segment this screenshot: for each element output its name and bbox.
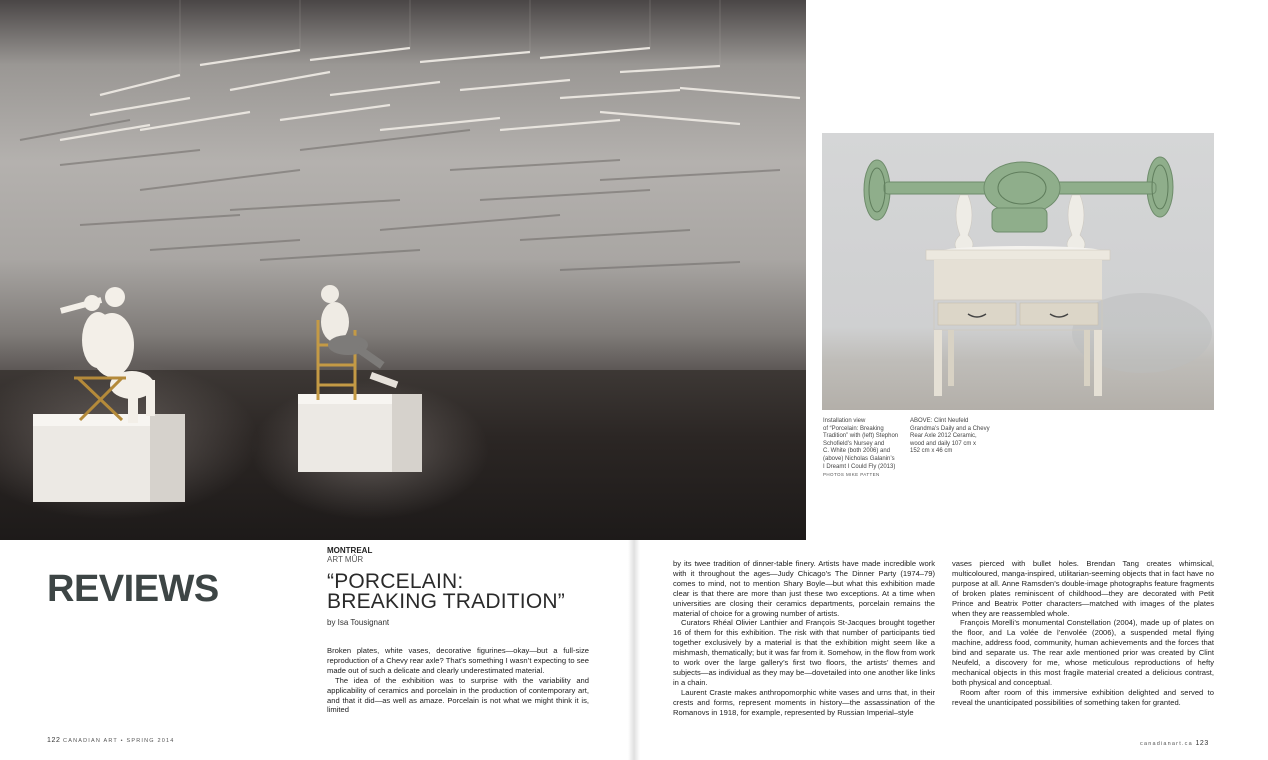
caption-line: Installation view — [823, 418, 866, 424]
caption-line: 152 cm x 46 cm — [910, 448, 953, 455]
photo-caption-right — [910, 418, 992, 456]
caption-line: (above) Nicholas Galanin’s — [823, 455, 895, 462]
body-column-1 — [327, 646, 589, 715]
caption-line: Rear Axle 2012 Ceramic, — [910, 433, 977, 440]
axle-sculpture-art — [822, 133, 1214, 410]
publication-url: canadianart.ca — [1140, 741, 1193, 747]
caption-line: Schofield’s Nursey and — [823, 440, 885, 447]
section-heading: REVIEWS — [47, 568, 219, 610]
caption-line: ABOVE: Clint Neufeld — [910, 418, 969, 424]
installation-photo — [0, 0, 806, 540]
caption-line: I Dreamt I Could Fly (2013) — [823, 463, 896, 470]
caption-line: Tradition” with (left) Stephon — [823, 433, 899, 440]
installation-art — [0, 0, 806, 540]
paragraph: Broken plates, white vases, decorative figurines—okay—but a full-size reproduction of a Chevy rear axle? That’s something I wasn’t expecting to see made out of such a delicate and clearly underestimated material. — [327, 646, 589, 675]
caption-line: C. White (both 2006) and — [823, 448, 891, 455]
page-number: 122 — [47, 737, 61, 744]
photo-caption-left — [823, 418, 911, 479]
review-title — [327, 572, 587, 612]
review-venue: ART MÛR — [327, 555, 364, 564]
folio-right — [1140, 740, 1209, 747]
title-line: BREAKING TRADITION” — [327, 590, 565, 613]
paragraph: Laurent Craste makes anthropomorphic white vases and urns that, in their crests and forms, represent moments in history—the assassination of the Romanovs in 1918, for example, represented by Russian Imperial–style — [673, 687, 935, 717]
body-column-3 — [952, 559, 1214, 708]
axle-sculpture-photo — [822, 133, 1214, 410]
paragraph: by its twee tradition of dinner-table finery. Artists have made incredible work with it throughout the ages—Judy Chicago’s The Dinner Party (1974–79) comes to mind, not to mention Shary Boyle—but what this exhibition made clear is that there are more than just these two exceptions. At a time when universities are closing their ceramics departments, porcelain remains the material of choice for a growing number of artists. — [673, 559, 935, 618]
byline: by Isa Tousignant — [327, 618, 390, 627]
paragraph: The idea of the exhibition was to surprise with the variability and applicability of ceramics and porcelain in the production of contemporary art, and that it did—as well as amaze. Porcelain is not what we might think it is, limited — [327, 675, 589, 715]
page-gutter — [628, 540, 640, 760]
paragraph: Curators Rhéal Olivier Lanthier and François St-Jacques brought together 16 of them for this exhibition. The risk with that number of participants tied together exclusively by a material is that the exhibition might seem like a mishmash, thematically; but it was far from it. Somehow, in the flow from work to work over the large gallery’s first two floors, the artists’ themes and subjects—as individual as they may be—dovetailed into one another like links in a chain. — [673, 618, 935, 687]
caption-line: wood and daily 107 cm x — [910, 440, 977, 447]
photo-credit: PHOTOS MIKE PATTEN — [823, 472, 880, 478]
body-column-2 — [673, 559, 935, 718]
paragraph: vases pierced with bullet holes. Brendan Tang creates whimsical, multicoloured, manga-inspired, utilitarian-seeming objects that in fact have no purpose at all. Anne Ramsden’s double-image photographs feature fragments of broken plates reminiscent of childhood—they are decorated with Petit Prince and Beatrix Potter characters—matched with images of the plates when they are reassembled whole. — [952, 559, 1214, 618]
caption-line: of “Porcelain: Breaking — [823, 425, 884, 432]
title-line: “PORCELAIN: — [327, 570, 464, 593]
folio-left — [47, 737, 175, 744]
page-number: 123 — [1195, 740, 1209, 747]
caption-line: Grandma’s Daily and a Chevy — [910, 425, 990, 432]
paragraph: François Morelli’s monumental Constellation (2004), made up of plates on the floor, and La volée de l’envolée (2006), a suspended metal flying machine, address food, community, human achievements and the forces that bind and separate us. The rear axle mentioned prior was created by Clint Neufeld, a discovery for me, whose meticulous reproductions of hefty mechanical objects in this most fragile material created a delicious contrast, both physical and conceptual. — [952, 618, 1214, 687]
publication-name: CANADIAN ART • SPRING 2014 — [63, 738, 175, 744]
review-city: MONTREAL — [327, 546, 373, 555]
paragraph: Room after room of this immersive exhibition delighted and served to reveal the unanticipated possibilities of something taken for granted. — [952, 687, 1214, 707]
